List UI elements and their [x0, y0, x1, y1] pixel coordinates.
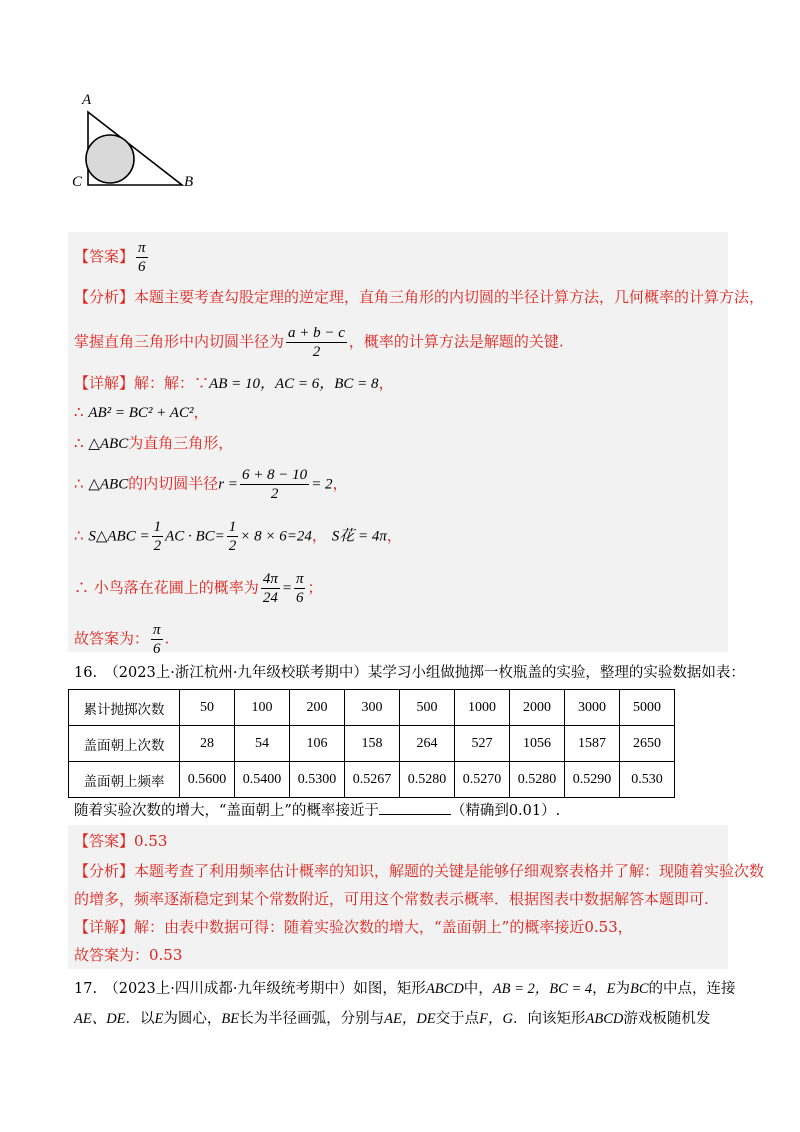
- q15-detail-line2: ∴ AB² = BC² + AC²，: [74, 403, 209, 421]
- q15-analysis-line2: 掌握直角三角形中内切圆半径为 $\frac{a + b - c}{2}$ ，概率的计算方法是解题的关键.: [74, 325, 564, 360]
- table-cell: 0.530: [620, 762, 675, 798]
- table-cell: 0.5400: [235, 762, 290, 798]
- table-cell: 3000: [565, 690, 620, 726]
- table-cell: 28: [180, 726, 235, 762]
- q16-detail: 【详解】解：由表中数据可得：随着实验次数的增大，“盖面朝上”的概率接近0.53，: [74, 918, 633, 936]
- table-row: [69, 690, 675, 726]
- table-cell: 0.5280: [510, 762, 565, 798]
- table-cell: 264: [400, 726, 455, 762]
- figure-label-a: A: [82, 92, 92, 108]
- table-row-header: 累计抛掷次数: [69, 690, 180, 726]
- table-cell: 0.5600: [180, 762, 235, 798]
- table-cell: 100: [235, 690, 290, 726]
- q15-detail-line5: ∴ S△ABC = $\frac{1}{2}$ AC · BC= $\frac{1}{2}$ × 8 × 6=24， S花 = 4π，: [74, 519, 402, 554]
- table-row: [69, 726, 675, 762]
- incircle: [86, 135, 134, 183]
- q16-answer: 【答案】0.53: [74, 832, 168, 850]
- q16-analysis-line2: 的增多，频率逐渐稳定到某个常数附近，可用这个常数表示概率．根据图表中数据解答本题即可.: [74, 890, 709, 908]
- q17-stem-line2: AE、DE．以E为圆心，BE长为半径画弧，分别与AE，DE交于点F，G．向该矩形ABCD游戏板随机发: [74, 1011, 711, 1027]
- table-cell: 2650: [620, 726, 675, 762]
- table-cell: 50: [180, 690, 235, 726]
- q15-detail-line6: ∴ 小鸟落在花圃上的概率为 $\frac{4\pi}{24}$ = $\frac{\pi}{6}$ ；: [74, 571, 323, 606]
- q15-detail-line4: ∴ △ABC的内切圆半径r = $\frac{6 + 8 - 10}{2}$ = 2，: [74, 467, 348, 502]
- table-cell: 158: [345, 726, 400, 762]
- q15-detail-line1: 【详解】解：解：∵AB = 10，AC = 6，BC = 8，: [74, 374, 394, 392]
- table-cell: 500: [400, 690, 455, 726]
- table-cell: 1056: [510, 726, 565, 762]
- table-cell: 0.5280: [400, 762, 455, 798]
- q15-final-answer: 故答案为： $\frac{\pi}{6}$ .: [74, 622, 170, 657]
- q16-question: 随着实验次数的增大，“盖面朝上”的概率接近于 （精确到0.01）.: [74, 800, 560, 822]
- figure-label-b: B: [184, 174, 194, 190]
- answer-blank: [379, 800, 451, 815]
- q15-analysis-line1: 【分析】本题主要考查勾股定理的逆定理，直角三角形的内切圆的半径计算方法，几何概率的计算方法，: [74, 288, 765, 306]
- table-cell: 1000: [455, 690, 510, 726]
- q16-analysis-line1: 【分析】本题考查了利用频率估计概率的知识，解题的关键是能够仔细观察表格并了解：现随着实验次数: [74, 862, 765, 880]
- q16-stem: 16. （2023上·浙江杭州·九年级校联考期中）某学习小组做抛掷一枚瓶盖的实验，整理的实验数据如表：: [74, 665, 745, 681]
- q16-data-table: [68, 689, 675, 798]
- q15-answer: 【答案】 $\frac{\pi}{6}$: [74, 240, 146, 275]
- figure-label-c: C: [72, 174, 83, 190]
- table-cell: 106: [290, 726, 345, 762]
- q16-final-answer: 故答案为：0.53: [74, 946, 183, 964]
- table-cell: 300: [345, 690, 400, 726]
- table-cell: 2000: [510, 690, 565, 726]
- table-row-header: 盖面朝上频率: [69, 762, 180, 798]
- table-cell: 5000: [620, 690, 675, 726]
- table-cell: 0.5290: [565, 762, 620, 798]
- q17-stem-line1: 17. （2023上·四川成都·九年级统考期中）如图，矩形ABCD中，AB = 2，BC = 4，E为BC的中点，连接: [74, 981, 736, 997]
- table-cell: 0.5300: [290, 762, 345, 798]
- table-cell: 0.5270: [455, 762, 510, 798]
- table-cell: 54: [235, 726, 290, 762]
- table-cell: 1587: [565, 726, 620, 762]
- table-row-header: 盖面朝上次数: [69, 726, 180, 762]
- table-cell: 200: [290, 690, 345, 726]
- q15-detail-line3: ∴ △ABC为直角三角形，: [74, 434, 234, 452]
- table-cell: 0.5267: [345, 762, 400, 798]
- table-row: [69, 762, 675, 798]
- table-cell: 527: [455, 726, 510, 762]
